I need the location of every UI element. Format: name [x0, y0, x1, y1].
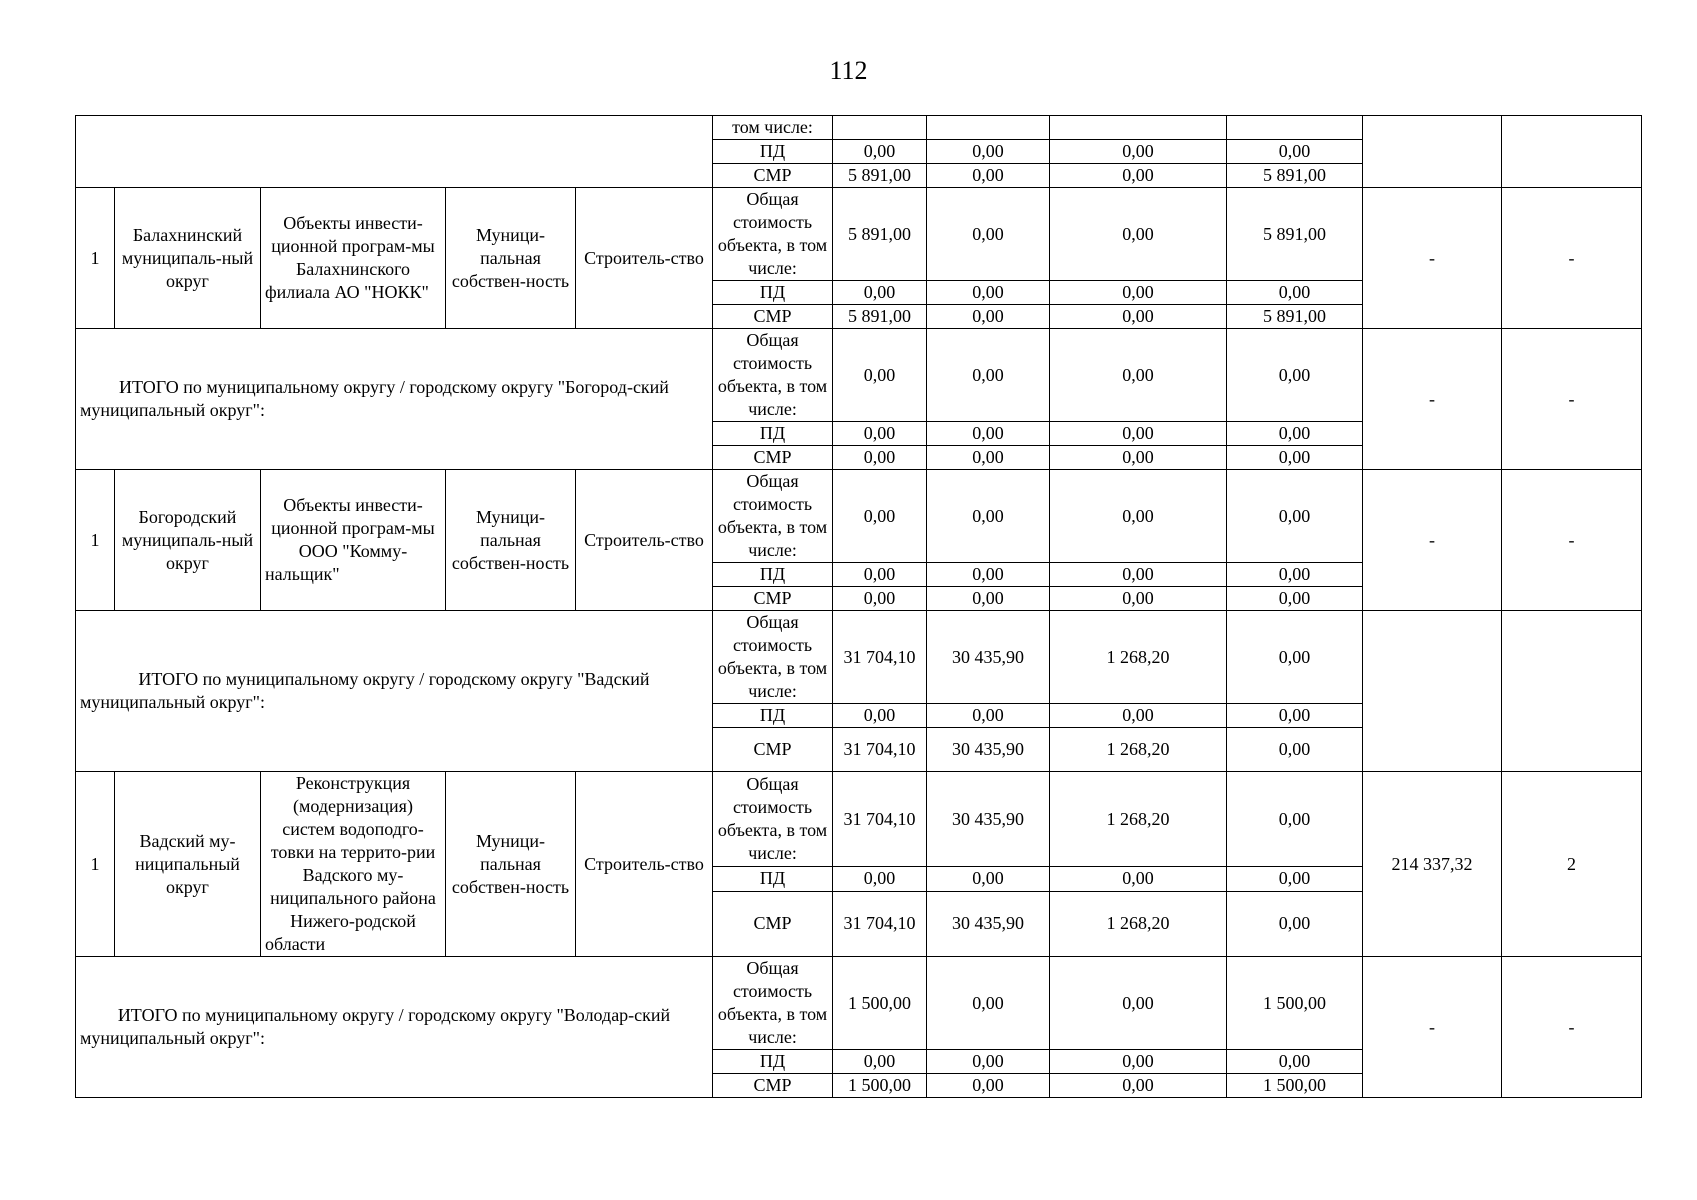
value-cell: 0,00: [927, 1074, 1050, 1098]
pd-label: ПД: [713, 281, 833, 305]
total-cost-label: Общая стоимость объекта, в том числе:: [713, 957, 833, 1050]
district-total-label: ИТОГО по муниципальному округу / городскому округу "Вадский муниципальный округ":: [76, 611, 713, 772]
value-cell: 0,00: [927, 867, 1050, 892]
count-value: [1502, 611, 1642, 772]
capacity-value: [1363, 611, 1502, 772]
capacity-value: 214 337,32: [1363, 772, 1502, 957]
value-cell: 0,00: [927, 329, 1050, 422]
value-cell: 0,00: [1050, 1050, 1227, 1074]
total-cost-label: Общая стоимость объекта, в том числе:: [713, 611, 833, 704]
value-cell: 0,00: [1050, 281, 1227, 305]
page-number: 112: [829, 56, 868, 85]
count-value: -: [1502, 470, 1642, 611]
value-cell: 0,00: [927, 446, 1050, 470]
value-cell: 31 704,10: [833, 891, 927, 956]
object-name: Реконструкция (модернизация) систем водоподго-товки на террито-рии Вадского му-ниципального района Нижего-родской области: [261, 772, 446, 957]
value-cell: 0,00: [833, 470, 927, 563]
value-cell: 0,00: [1050, 140, 1227, 164]
value-cell: 31 704,10: [833, 772, 927, 867]
value-cell: 0,00: [927, 587, 1050, 611]
pd-label: ПД: [713, 1050, 833, 1074]
value-cell: 0,00: [1227, 1050, 1363, 1074]
value-cell: 0,00: [833, 140, 927, 164]
value-cell: 0,00: [1050, 957, 1227, 1050]
value-cell: 0,00: [1050, 587, 1227, 611]
value-cell: 0,00: [1227, 470, 1363, 563]
value-cell: 0,00: [1050, 188, 1227, 281]
value-cell: 0,00: [1050, 470, 1227, 563]
ownership: Муници-пальная собствен-ность: [446, 188, 576, 329]
value-cell: 0,00: [1050, 563, 1227, 587]
district-total-label: ИТОГО по муниципальному округу / городскому округу "Володар-ский муниципальный округ":: [76, 957, 713, 1098]
value-cell: 1 500,00: [833, 957, 927, 1050]
value-cell: 0,00: [1227, 422, 1363, 446]
capacity-value: -: [1363, 470, 1502, 611]
value-cell: 1 268,20: [1050, 772, 1227, 867]
value-cell: 0,00: [1050, 422, 1227, 446]
top-continuation: [76, 116, 1642, 188]
value-cell: 0,00: [927, 281, 1050, 305]
count-value: -: [1502, 957, 1642, 1098]
count-value: -: [1502, 329, 1642, 470]
value-cell: 0,00: [1227, 772, 1363, 867]
object-name: Объекты инвести-ционной програм-мы Балахнинского филиала АО "НОКК": [261, 188, 446, 329]
value-cell: 0,00: [927, 957, 1050, 1050]
value-cell: 31 704,10: [833, 611, 927, 704]
value-cell: 0,00: [833, 422, 927, 446]
value-cell: 0,00: [1227, 728, 1363, 772]
total-cost-label: Общая стоимость объекта, в том числе:: [713, 470, 833, 563]
ownership: Муници-пальная собствен-ность: [446, 772, 576, 957]
value-cell: 30 435,90: [927, 611, 1050, 704]
object-name: Объекты инвести-ционной програм-мы ООО "Комму-нальщик": [261, 470, 446, 611]
total-cost-label: Общая стоимость объекта, в том числе:: [713, 329, 833, 422]
value-cell: 1 500,00: [833, 1074, 927, 1098]
value-cell: 0,00: [833, 704, 927, 728]
smr-label: СМР: [713, 1074, 833, 1098]
value-cell: 0,00: [1050, 1074, 1227, 1098]
value-cell: 0,00: [1227, 611, 1363, 704]
work-type: Строитель-ство: [576, 470, 713, 611]
value-cell: 0,00: [927, 563, 1050, 587]
value-cell: 5 891,00: [833, 188, 927, 281]
total-cost-label: Общая стоимость объекта, в том числе:: [713, 188, 833, 281]
row-number: 1: [76, 470, 115, 611]
value-cell: 0,00: [927, 704, 1050, 728]
value-cell: 30 435,90: [927, 891, 1050, 956]
value-cell: 0,00: [1227, 140, 1363, 164]
value-cell: 0,00: [1050, 164, 1227, 188]
value-cell: 0,00: [833, 281, 927, 305]
investment-table: [75, 115, 1642, 1098]
value-cell: 0,00: [927, 422, 1050, 446]
smr-label: СМР: [713, 305, 833, 329]
value-cell: 0,00: [1050, 305, 1227, 329]
smr-label: СМР: [713, 164, 833, 188]
value-cell: 0,00: [1227, 587, 1363, 611]
smr-label: СМР: [713, 891, 833, 956]
value-cell: 1 268,20: [1050, 891, 1227, 956]
district-name: Балахнинский муниципаль-ный округ: [115, 188, 261, 329]
blank-cell: [76, 116, 713, 188]
value-cell: 0,00: [1050, 704, 1227, 728]
smr-label: СМР: [713, 446, 833, 470]
value-cell: 0,00: [833, 329, 927, 422]
work-type: Строитель-ство: [576, 188, 713, 329]
count-value: -: [1502, 188, 1642, 329]
value-cell: 1 500,00: [1227, 957, 1363, 1050]
row-number: 1: [76, 772, 115, 957]
count-value: 2: [1502, 772, 1642, 957]
value-cell: 5 891,00: [1227, 188, 1363, 281]
value-cell: 0,00: [1050, 446, 1227, 470]
value-cell: 0,00: [1050, 329, 1227, 422]
capacity-value: -: [1363, 957, 1502, 1098]
district-name: Богородский муниципаль-ный округ: [115, 470, 261, 611]
row-label: том числе:: [713, 116, 833, 140]
work-type: Строитель-ство: [576, 772, 713, 957]
value-cell: 0,00: [1050, 867, 1227, 892]
value-cell: 0,00: [833, 867, 927, 892]
value-cell: 31 704,10: [833, 728, 927, 772]
pd-label: ПД: [713, 867, 833, 892]
value-cell: 0,00: [833, 446, 927, 470]
value-cell: 0,00: [1227, 446, 1363, 470]
value-cell: 0,00: [927, 140, 1050, 164]
value-cell: 5 891,00: [833, 164, 927, 188]
value-cell: 0,00: [1227, 329, 1363, 422]
value-cell: 30 435,90: [927, 728, 1050, 772]
value-cell: 30 435,90: [927, 772, 1050, 867]
pd-label: ПД: [713, 563, 833, 587]
value-cell: 0,00: [833, 587, 927, 611]
value-cell: 0,00: [1227, 281, 1363, 305]
value-cell: 0,00: [1227, 867, 1363, 892]
value-cell: 0,00: [1227, 704, 1363, 728]
table-sections: [76, 188, 1642, 1098]
capacity-value: -: [1363, 329, 1502, 470]
value-cell: 0,00: [1227, 891, 1363, 956]
value-cell: 0,00: [927, 305, 1050, 329]
value-cell: 5 891,00: [833, 305, 927, 329]
value-cell: 0,00: [927, 470, 1050, 563]
value-cell: 0,00: [927, 164, 1050, 188]
value-cell: 0,00: [833, 1050, 927, 1074]
value-cell: 1 268,20: [1050, 611, 1227, 704]
smr-label: СМР: [713, 728, 833, 772]
value-cell: 0,00: [1227, 563, 1363, 587]
total-cost-label: Общая стоимость объекта, в том числе:: [713, 772, 833, 867]
district-name: Вадский му-ниципальный округ: [115, 772, 261, 957]
district-total-label: ИТОГО по муниципальному округу / городскому округу "Богород-ский муниципальный округ":: [76, 329, 713, 470]
value-cell: 5 891,00: [1227, 305, 1363, 329]
pd-label: ПД: [713, 422, 833, 446]
pd-label: ПД: [713, 704, 833, 728]
capacity-value: -: [1363, 188, 1502, 329]
value-cell: 5 891,00: [1227, 164, 1363, 188]
value-cell: 0,00: [927, 1050, 1050, 1074]
smr-label: СМР: [713, 587, 833, 611]
value-cell: 1 268,20: [1050, 728, 1227, 772]
pd-label: ПД: [713, 140, 833, 164]
ownership: Муници-пальная собствен-ность: [446, 470, 576, 611]
value-cell: 0,00: [833, 563, 927, 587]
value-cell: 1 500,00: [1227, 1074, 1363, 1098]
row-number: 1: [76, 188, 115, 329]
value-cell: 0,00: [927, 188, 1050, 281]
